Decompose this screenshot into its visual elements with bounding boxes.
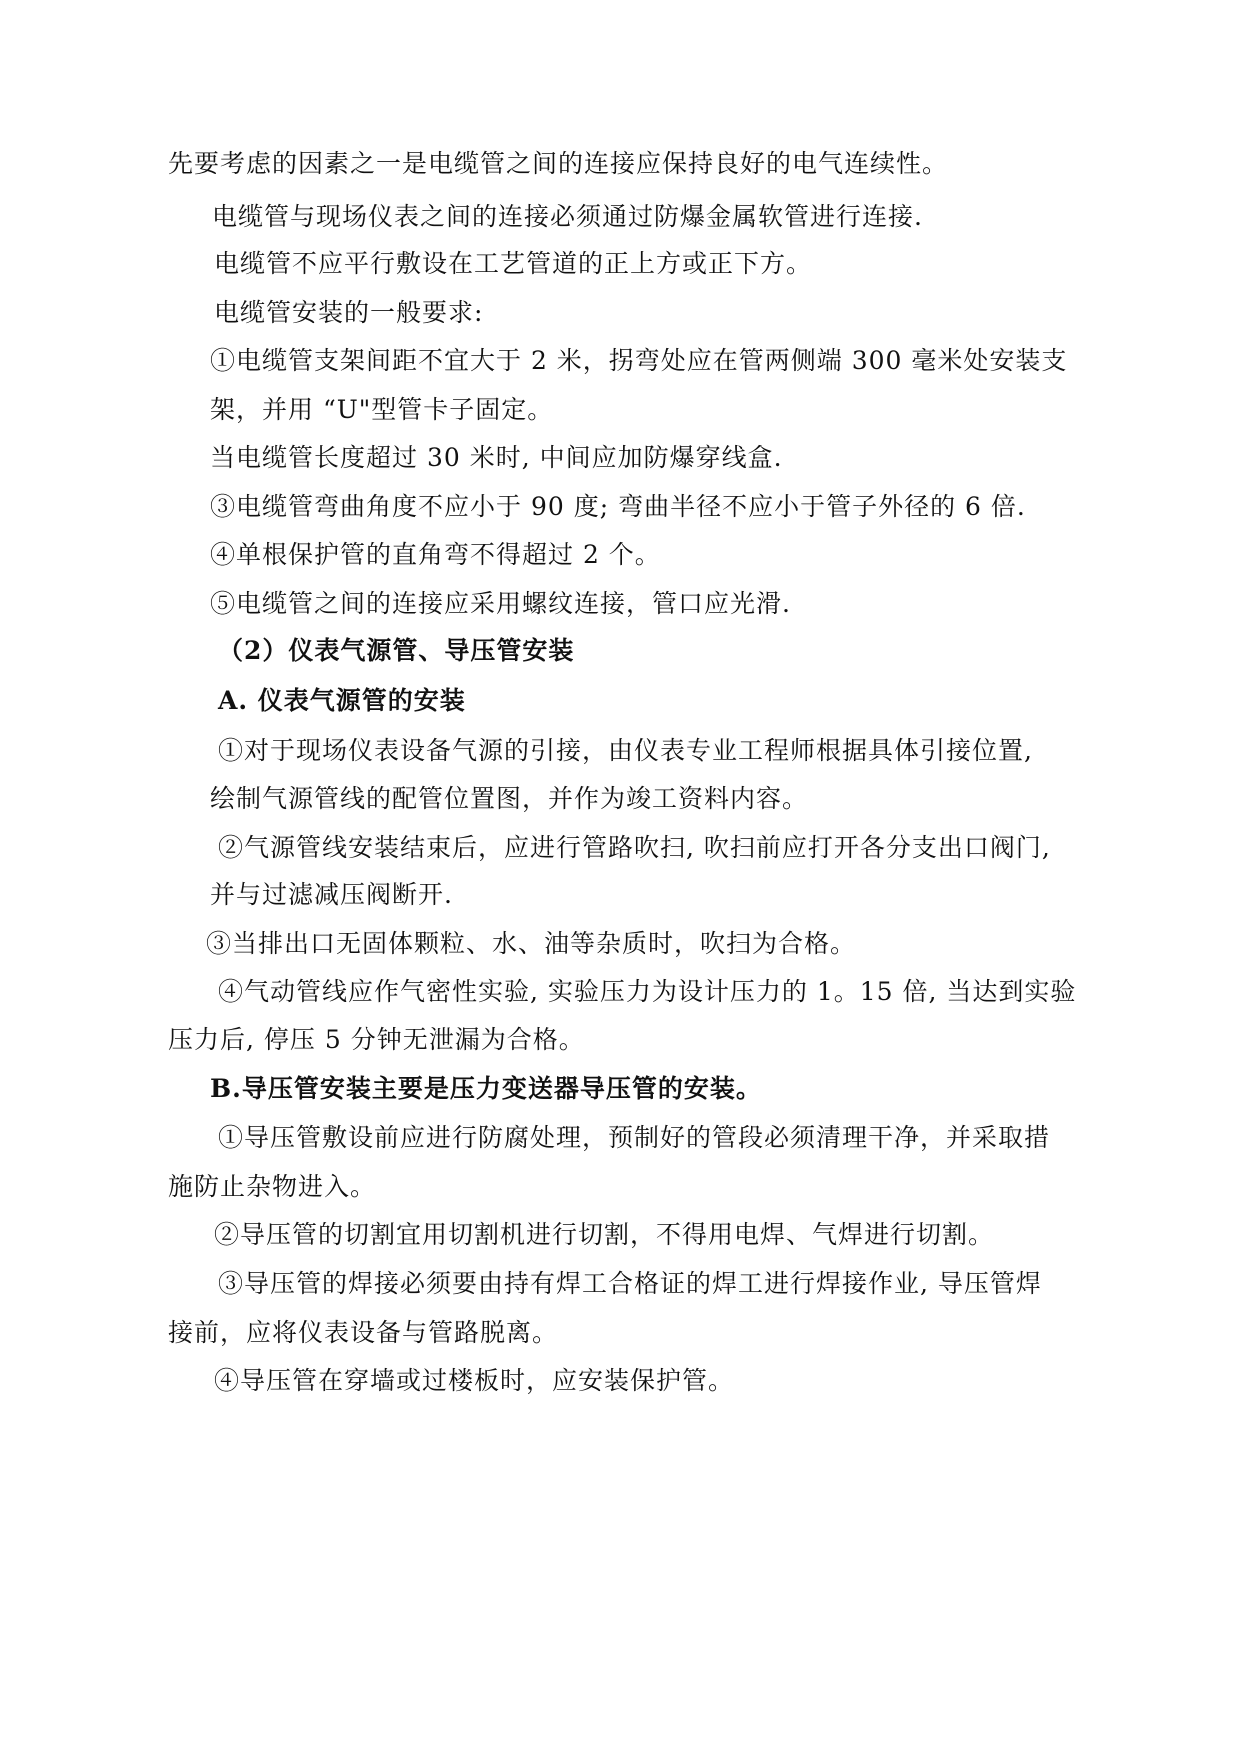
subsection-heading: B.导压管安装主要是压力变送器导压管的安装。 [210,1074,762,1103]
list-item: ①电缆管支架间距不宜大于 2 米，拐弯处应在管两侧端 300 毫米处安装支 [210,346,1068,375]
paragraph-line: 电缆管与现场仪表之间的连接必须通过防爆金属软管进行连接. [212,202,923,231]
list-item: ③电缆管弯曲角度不应小于 90 度; 弯曲半径不应小于管子外径的 6 倍. [210,492,1026,521]
paragraph-line: 绘制气源管线的配管位置图，并作为竣工资料内容。 [210,784,809,813]
section-heading: （2）仪表气源管、导压管安装 [218,636,575,665]
list-item: ③导压管的焊接必须要由持有焊工合格证的焊工进行焊接作业, 导压管焊 [218,1269,1042,1298]
list-item: ③当排出口无固体颗粒、水、油等杂质时，吹扫为合格。 [206,929,857,958]
list-item: ②导压管的切割宜用切割机进行切割，不得用电焊、气焊进行切割。 [214,1220,995,1249]
list-item: ②气源管线安装结束后，应进行管路吹扫, 吹扫前应打开各分支出口阀门, [218,833,1051,862]
paragraph-line: 电缆管不应平行敷设在工艺管道的正上方或正下方。 [214,249,813,278]
paragraph-line: 施防止杂物进入。 [168,1172,377,1201]
paragraph-line: 先要考虑的因素之一是电缆管之间的连接应保持良好的电气连续性。 [168,149,949,178]
list-item: ④气动管线应作气密性实验, 实验压力为设计压力的 1。15 倍, 当达到实验 [218,977,1077,1006]
paragraph-line: 压力后, 停压 5 分钟无泄漏为合格。 [168,1025,585,1054]
list-item: ①导压管敷设前应进行防腐处理，预制好的管段必须清理干净，并采取措 [218,1123,1051,1152]
paragraph-line: 接前，应将仪表设备与管路脱离。 [168,1318,559,1347]
list-item: ①对于现场仪表设备气源的引接，由仪表专业工程师根据具体引接位置, [218,736,1033,765]
list-item: ④导压管在穿墙或过楼板时，应安装保护管。 [214,1366,735,1395]
list-item: ④单根保护管的直角弯不得超过 2 个。 [210,540,661,569]
paragraph-line: 架，并用 “U"型管卡子固定。 [210,395,554,424]
paragraph-line: 并与过滤减压阀断开. [210,880,453,909]
paragraph-line: 电缆管安装的一般要求: [214,298,484,327]
paragraph-line: 当电缆管长度超过 30 米时, 中间应加防爆穿线盒. [210,443,783,472]
list-item: ⑤电缆管之间的连接应采用螺纹连接，管口应光滑. [210,589,791,618]
subsection-heading: A. 仪表气源管的安装 [218,686,466,715]
